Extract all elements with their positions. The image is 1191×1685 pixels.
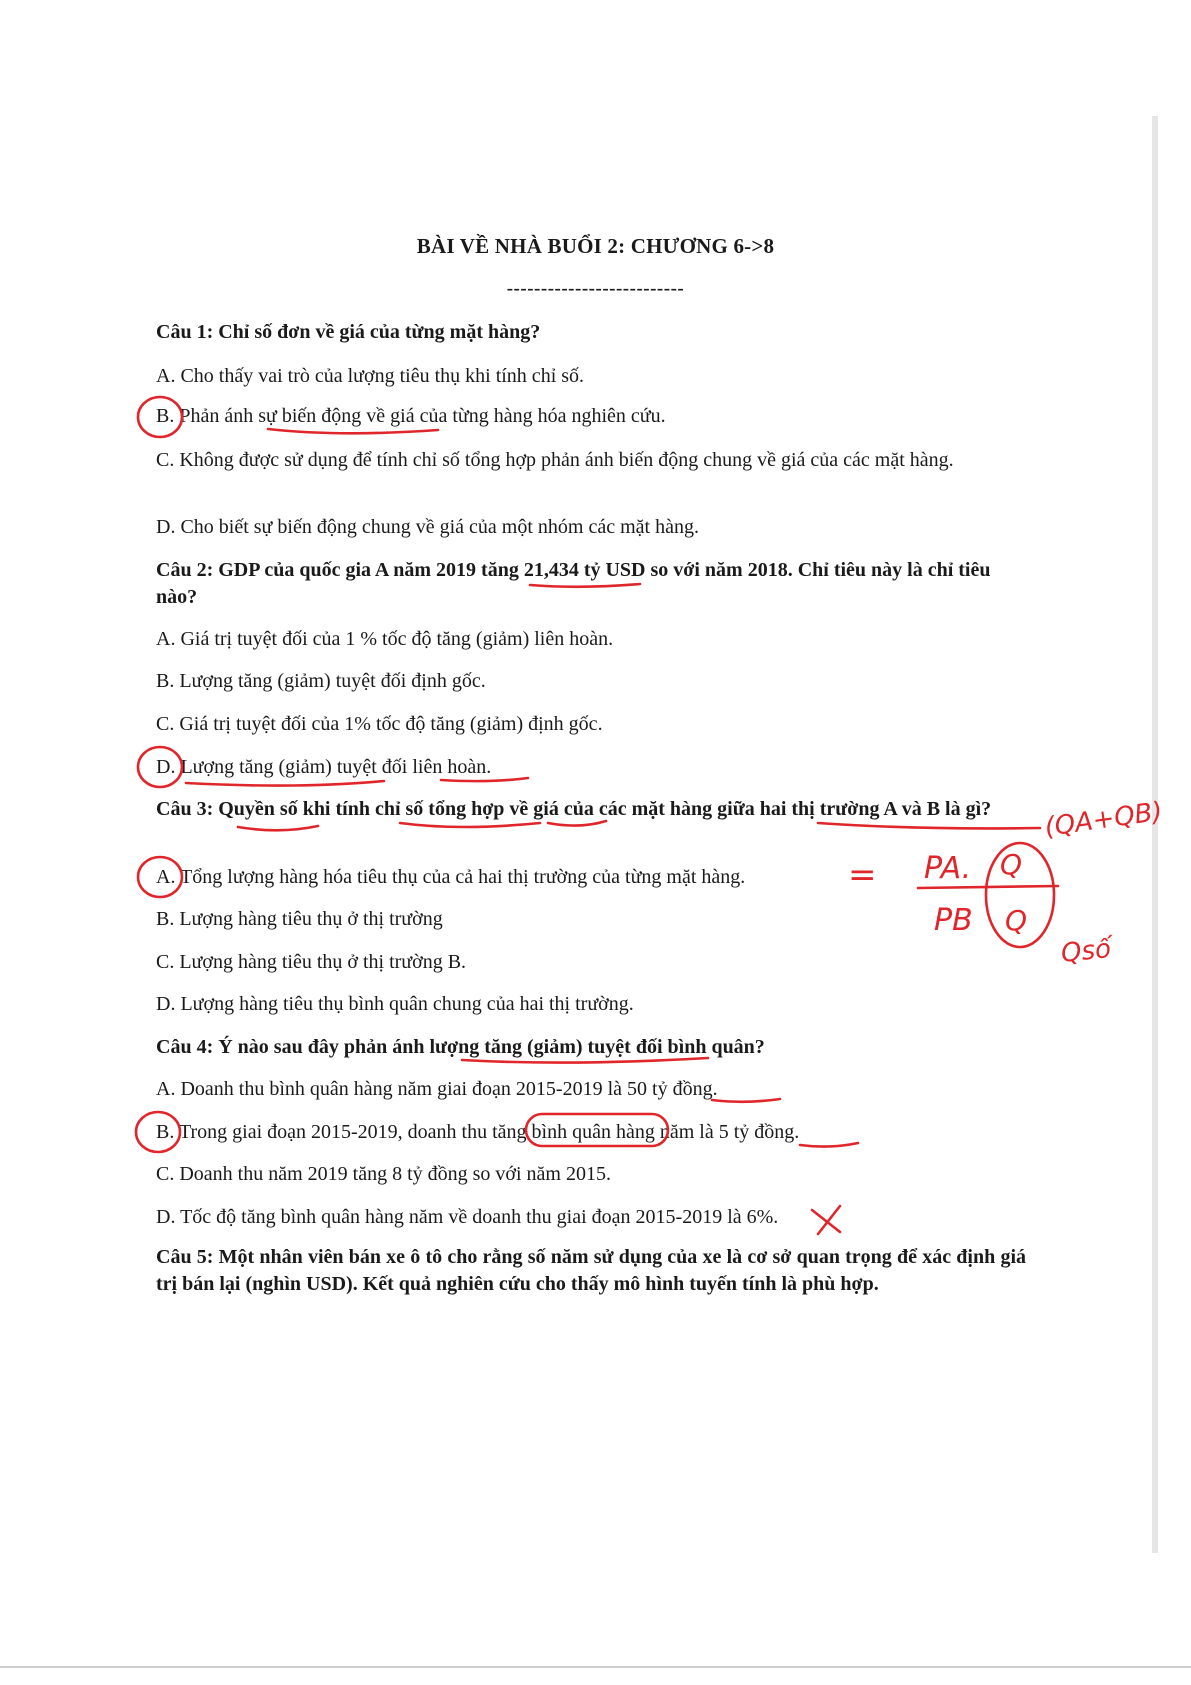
question-4-stem: Câu 4: Ý nào sau đây phản ánh lượng tăng (giảm) tuyệt đối bình quân? xyxy=(156,1036,765,1058)
note-q3-q-top: Q xyxy=(1000,848,1023,881)
question-4-option-b: B. Trong giai đoạn 2015-2019, doanh thu tăng bình quân hàng năm là 5 tỷ đồng. xyxy=(156,1121,800,1143)
question-3-option-b: B. Lượng hàng tiêu thụ ở thị trường xyxy=(156,908,443,930)
question-4-option-d: D. Tốc độ tăng bình quân hàng năm về doanh thu giai đoạn 2015-2019 là 6%. xyxy=(156,1206,779,1228)
note-q3-den: PB xyxy=(934,903,973,938)
question-2-option-c: C. Giá trị tuyệt đối của 1% tốc độ tăng (giảm) định gốc. xyxy=(156,713,603,735)
note-q3-eq: = xyxy=(848,855,877,895)
question-2-option-a: A. Giá trị tuyệt đối của 1 % tốc độ tăng (giảm) liên hoàn. xyxy=(156,628,614,650)
question-1-option-d: D. Cho biết sự biến động chung về giá của một nhóm các mặt hàng. xyxy=(156,516,699,538)
question-3-option-d: D. Lượng hàng tiêu thụ bình quân chung của hai thị trường. xyxy=(156,993,634,1015)
note-q3-q-bottom: Q xyxy=(1005,904,1028,937)
note-q3-num: PA. xyxy=(924,851,972,886)
question-1-option-a: A. Cho thấy vai trò của lượng tiêu thụ khi tính chỉ số. xyxy=(156,365,585,387)
question-3-stem: Câu 3: Quyền số khi tính chỉ số tổng hợp về giá của các mặt hàng giữa hai thị trường A và B là gì? xyxy=(156,798,992,820)
underline-q3-4 xyxy=(818,823,1040,828)
question-3-option-a: A. Tổng lượng hàng hóa tiêu thụ của cả hai thị trường của từng mặt hàng. xyxy=(156,866,746,888)
question-2-option-b: B. Lượng tăng (giảm) tuyệt đối định gốc. xyxy=(156,670,486,692)
question-2-option-d: D. Lượng tăng (giảm) tuyệt đối liên hoàn. xyxy=(156,756,492,778)
question-1-option-c: C. Không được sử dụng để tính chỉ số tổng hợp phản ánh biến động chung về giá của các mặt hàng. xyxy=(156,449,954,471)
question-5-stem: Câu 5: Một nhân viên bán xe ô tô cho rằng số năm sử dụng của xe là cơ sở quan trọng để xác định giá trị bán lại (nghìn USD). Kết quả nghiên cứu cho thấy mô hình tuyến tính là phù hợp. xyxy=(156,1246,1026,1295)
question-2-stem: Câu 2: GDP của quốc gia A năm 2019 tăng 21,434 tỷ USD so với năm 2018. Chỉ tiêu này là chỉ tiêu nào? xyxy=(156,559,991,608)
title-separator: -------------------------- xyxy=(506,278,685,299)
page-title: BÀI VỀ NHÀ BUỔI 2: CHƯƠNG 6->8 xyxy=(416,234,775,258)
question-1-stem: Câu 1: Chỉ số đơn về giá của từng mặt hàng? xyxy=(156,321,541,343)
question-4-option-a: A. Doanh thu bình quân hàng năm giai đoạn 2015-2019 là 50 tỷ đồng. xyxy=(156,1078,718,1100)
page-bottom-divider xyxy=(0,1666,1191,1668)
question-4-option-c: C. Doanh thu năm 2019 tăng 8 tỷ đồng so với năm 2015. xyxy=(156,1163,611,1185)
note-q3-bottom: Qsố xyxy=(1059,933,1113,969)
underline-q3-2 xyxy=(400,823,540,827)
question-3-option-c: C. Lượng hàng tiêu thụ ở thị trường B. xyxy=(156,951,467,973)
page-edge-shadow xyxy=(1152,116,1158,1553)
note-q3-top: (QA+QB) xyxy=(1042,796,1165,843)
underline-q3-1 xyxy=(238,826,318,830)
question-1-option-b: B. Phản ánh sự biến động về giá của từng hàng hóa nghiên cứu. xyxy=(156,405,666,427)
underline-q2-d-1 xyxy=(186,781,384,786)
